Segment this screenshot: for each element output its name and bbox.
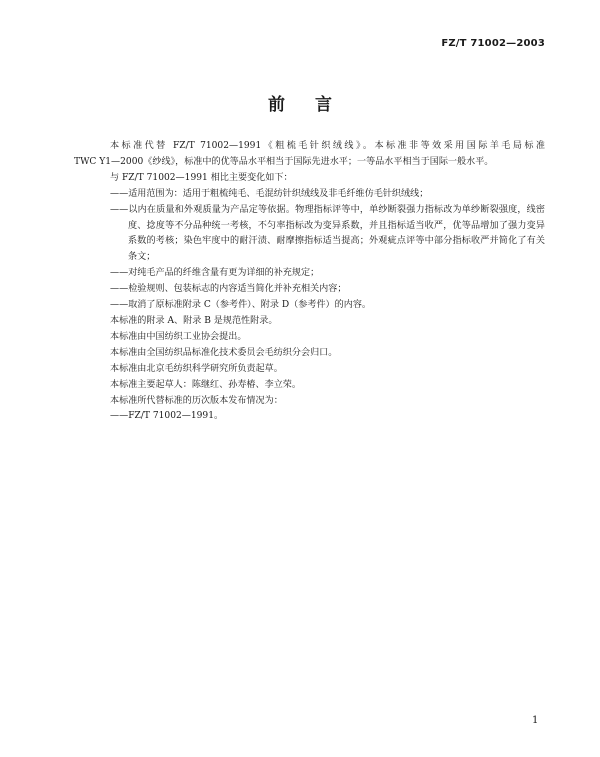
intro-paragraph-line-2: TWC Y1—2000《纱线》，标准中的优等品水平相当于国际先进水平；一等品水平相当于国际一般水平。 [74, 156, 494, 167]
standard-code: FZ/T 71002—2003 [441, 38, 545, 49]
change-item: ——检验规则、包装标志的内容适当简化并补充相关内容； [110, 284, 347, 295]
change-item: ——适用范围为：适用于粗梳纯毛、毛混纺针织绒线及非毛纤维仿毛针织绒线； [110, 188, 429, 199]
changes-intro: 与 FZ/T 71002—1991 相比主要变化如下： [110, 172, 293, 183]
page-number: 1 [532, 715, 539, 726]
closing-paragraph: 本标准的附录 A、附录 B 是规范性附录。 [110, 315, 278, 326]
closing-paragraph: 本标准由全国纺织品标准化技术委员会毛纺织分会归口。 [110, 347, 338, 358]
change-item: ——对纯毛产品的纤维含量有更为详细的补充规定； [110, 268, 320, 279]
change-item: ——以内在质量和外观质量为产品定等依据。物理指标评等中，单纱断裂强力指标改为单纱断裂强度，线密度、捻度等不分品种统一考核，不匀率指标改为变异系数，并且指标适当收严，优等品增加了强力变异系数的考核；染色牢度中的耐汗渍、耐摩擦指标适当提高；外观疵点评等中部分指标收严并简化了有关条文； [110, 204, 545, 263]
closing-paragraph: 本标准由北京毛纺织科学研究所负责起草。 [110, 363, 283, 374]
closing-paragraph: 本标准由中国纺织工业协会提出。 [110, 331, 247, 342]
closing-paragraph: 本标准所代替标准的历次版本发布情况为： [110, 395, 283, 406]
change-item: ——取消了原标准附录 C（参考件）、附录 D（参考件）的内容。 [110, 300, 372, 311]
closing-paragraph: 本标准主要起草人：陈继红、孙寿椿、李立荣。 [110, 379, 301, 390]
intro-paragraph-line-1: 本标准代替 FZ/T 71002—1991《粗梳毛针织绒线》。本标准非等效采用国际羊毛局标准 [110, 141, 545, 151]
history-item: ——FZ/T 71002—1991。 [110, 411, 224, 422]
page-title: 前言 [268, 95, 362, 115]
foreword-body [74, 139, 545, 425]
